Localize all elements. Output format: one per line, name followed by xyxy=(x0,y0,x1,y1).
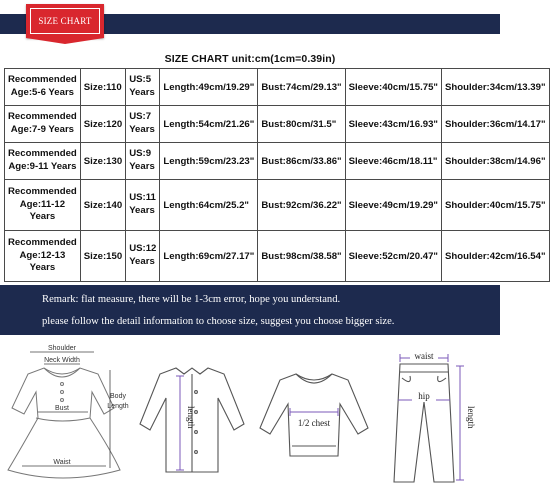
us-size-cell: US:12 Years xyxy=(126,231,160,282)
bust-cell: Bust:92cm/36.22" xyxy=(258,180,345,231)
age-cell: Recommended Age:11-12 Years xyxy=(5,180,81,231)
age-cell: Recommended Age:9-11 Years xyxy=(5,143,81,180)
table-row xyxy=(5,143,550,180)
pants-waist-label: waist xyxy=(414,351,434,361)
table-row xyxy=(5,231,550,282)
size-chart-tag-label: SIZE CHART xyxy=(38,16,92,26)
length-cell: Length:54cm/21.26" xyxy=(160,106,258,143)
us-size-cell: US:7 Years xyxy=(126,106,160,143)
size-cell: Size:140 xyxy=(80,180,125,231)
sleeve-cell: Sleeve:49cm/19.29" xyxy=(345,180,441,231)
remark-band xyxy=(0,285,500,335)
sweater-measure-diagram xyxy=(258,366,370,462)
bust-cell: Bust:98cm/38.58" xyxy=(258,231,345,282)
us-size-cell: US:11 Years xyxy=(126,180,160,231)
bust-cell: Bust:86cm/33.86" xyxy=(258,143,345,180)
dress-bust-label: Bust xyxy=(54,405,70,412)
length-cell: Length:59cm/23.23" xyxy=(160,143,258,180)
table-row xyxy=(5,106,550,143)
size-chart-tag xyxy=(26,4,104,38)
size-cell: Size:150 xyxy=(80,231,125,282)
bust-cell: Bust:74cm/29.13" xyxy=(258,69,345,106)
length-cell: Length:49cm/19.29" xyxy=(160,69,258,106)
shoulder-cell: Shoulder:34cm/13.39" xyxy=(441,69,549,106)
us-size-cell: US:5 Years xyxy=(126,69,160,106)
sleeve-cell: Sleeve:43cm/16.93" xyxy=(345,106,441,143)
dress-measure-diagram xyxy=(2,340,130,498)
measurement-illustrations xyxy=(0,336,500,500)
pants-illustration xyxy=(394,364,454,482)
dress-length-label: Length xyxy=(107,403,129,410)
size-cell: Size:120 xyxy=(80,106,125,143)
age-cell: Recommended Age:7-9 Years xyxy=(5,106,81,143)
remark-text: Remark: flat measure, there will be 1-3cm error, hope you understand. xyxy=(42,294,341,305)
us-size-cell: US:9 Years xyxy=(126,143,160,180)
sweater-illustration xyxy=(260,374,368,456)
chart-title: SIZE CHART unit:cm(1cm=0.39in) xyxy=(164,53,336,65)
sweater-chest-label: 1/2 chest xyxy=(297,418,331,428)
bust-cell: Bust:80cm/31.5" xyxy=(258,106,345,143)
shoulder-cell: Shoulder:42cm/16.54" xyxy=(441,231,549,282)
length-cell: Length:69cm/27.17" xyxy=(160,231,258,282)
shirt-length-label: length xyxy=(186,406,196,429)
sleeve-cell: Sleeve:52cm/20.47" xyxy=(345,231,441,282)
size-table xyxy=(4,68,550,282)
shoulder-cell: Shoulder:40cm/15.75" xyxy=(441,180,549,231)
dress-waist-label: Waist xyxy=(53,459,71,466)
pants-length-label: length xyxy=(466,406,476,429)
table-row xyxy=(5,69,550,106)
sleeve-cell: Sleeve:40cm/15.75" xyxy=(345,69,441,106)
shoulder-cell: Shoulder:38cm/14.96" xyxy=(441,143,549,180)
dress-shoulder-label: Shoulder xyxy=(47,345,77,352)
dress-body-label: Body xyxy=(110,393,126,400)
header-band xyxy=(0,0,500,46)
size-cell: Size:110 xyxy=(80,69,125,106)
sleeve-cell: Sleeve:46cm/18.11" xyxy=(345,143,441,180)
pants-hip-label: hip xyxy=(418,391,430,401)
shirt-measure-diagram xyxy=(136,362,248,482)
length-cell: Length:64cm/25.2" xyxy=(160,180,258,231)
pants-measure-diagram xyxy=(384,346,498,496)
size-cell: Size:130 xyxy=(80,143,125,180)
shoulder-cell: Shoulder:36cm/14.17" xyxy=(441,106,549,143)
age-cell: Recommended Age:5-6 Years xyxy=(5,69,81,106)
age-cell: Recommended Age:12-13 Years xyxy=(5,231,81,282)
remark-advice-text: please follow the detail information to choose size, suggest you choose bigger size. xyxy=(42,316,395,327)
table-row xyxy=(5,180,550,231)
dress-neck-width-label: Neck Width xyxy=(44,357,80,364)
